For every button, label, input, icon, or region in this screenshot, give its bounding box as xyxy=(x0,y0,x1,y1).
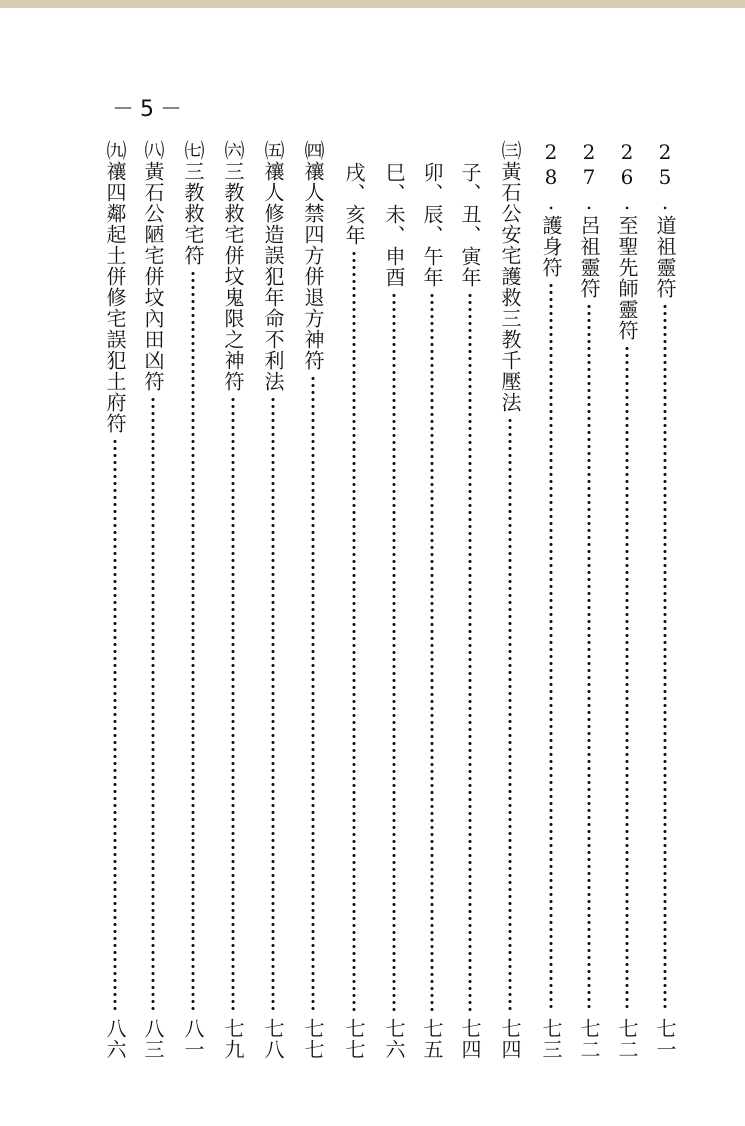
entry-page: 七四 xyxy=(458,1018,482,1060)
entry-page: 七三 xyxy=(539,1018,563,1060)
page-number: －5－ xyxy=(112,97,188,122)
entry-title: ㈥三教救宅併坟鬼限之神符 xyxy=(221,140,245,392)
entry-title: ㈢黃石公安宅護救三教千壓法 xyxy=(498,140,522,413)
dot-leader xyxy=(468,292,472,1012)
entry-page: 七九 xyxy=(221,1018,245,1060)
entry-page: 七八 xyxy=(261,1018,285,1060)
dot-leader xyxy=(508,417,512,1012)
entry-page: 七二 xyxy=(577,1018,601,1060)
entry-title: 27.呂祖靈符 xyxy=(577,140,601,299)
dot-leader xyxy=(625,345,629,1012)
entry-page: 七四 xyxy=(498,1018,522,1060)
dot-leader xyxy=(271,396,275,1012)
entry-title: 26.至聖先師靈符 xyxy=(615,140,639,341)
toc-entry xyxy=(100,140,130,1072)
dot-leader xyxy=(231,396,235,1012)
toc-entry xyxy=(298,140,328,1072)
entry-title: 巳、未、申酉 xyxy=(382,162,406,288)
dot-leader xyxy=(311,375,315,1012)
dot-leader xyxy=(191,270,195,1012)
entry-title: 25.道祖靈符 xyxy=(653,140,677,299)
entry-page: 七六 xyxy=(382,1018,406,1060)
toc-entry xyxy=(574,140,604,1072)
dot-leader xyxy=(392,292,396,1012)
dot-leader xyxy=(430,292,434,1012)
dot-leader xyxy=(549,282,553,1012)
dot-leader xyxy=(113,438,117,1012)
toc-entry xyxy=(417,140,447,1072)
entry-page: 七七 xyxy=(342,1018,366,1060)
toc-entry xyxy=(258,140,288,1072)
entry-title: ㈤禳人修造誤犯年命不利法 xyxy=(261,140,285,392)
toc-entry xyxy=(379,140,409,1072)
toc-entry xyxy=(650,140,680,1072)
entry-title: 卯、辰、午年 xyxy=(420,162,444,288)
toc-entry xyxy=(455,140,485,1072)
entry-title: ㈧黃石公陋宅併坟內田凶符 xyxy=(141,140,165,392)
entry-title: ㈨禳四鄰起土併修宅誤犯土府符 xyxy=(103,140,127,434)
entry-page: 七二 xyxy=(615,1018,639,1060)
dot-leader xyxy=(663,303,667,1012)
toc-entry xyxy=(612,140,642,1072)
dot-leader xyxy=(587,303,591,1012)
entry-title: 28.護身符 xyxy=(539,140,563,278)
dot-leader xyxy=(352,250,356,1012)
toc-entry xyxy=(495,140,525,1072)
entry-page: 八三 xyxy=(141,1018,165,1060)
toc-entry xyxy=(536,140,566,1072)
toc-entry xyxy=(339,140,369,1072)
entry-page: 八六 xyxy=(103,1018,127,1060)
dot-leader xyxy=(151,396,155,1012)
entry-page: 七一 xyxy=(653,1018,677,1060)
toc-entry xyxy=(178,140,208,1072)
entry-page: 八一 xyxy=(181,1018,205,1060)
entry-title: 戌、亥年 xyxy=(342,162,366,246)
entry-title: ㈦三教救宅符 xyxy=(181,140,205,266)
entry-title: ㈣禳人禁四方併退方神符 xyxy=(301,140,325,371)
entry-title: 子、丑、寅年 xyxy=(458,162,482,288)
entry-page: 七七 xyxy=(301,1018,325,1060)
toc-entry xyxy=(218,140,248,1072)
entry-page: 七五 xyxy=(420,1018,444,1060)
toc-entry xyxy=(138,140,168,1072)
